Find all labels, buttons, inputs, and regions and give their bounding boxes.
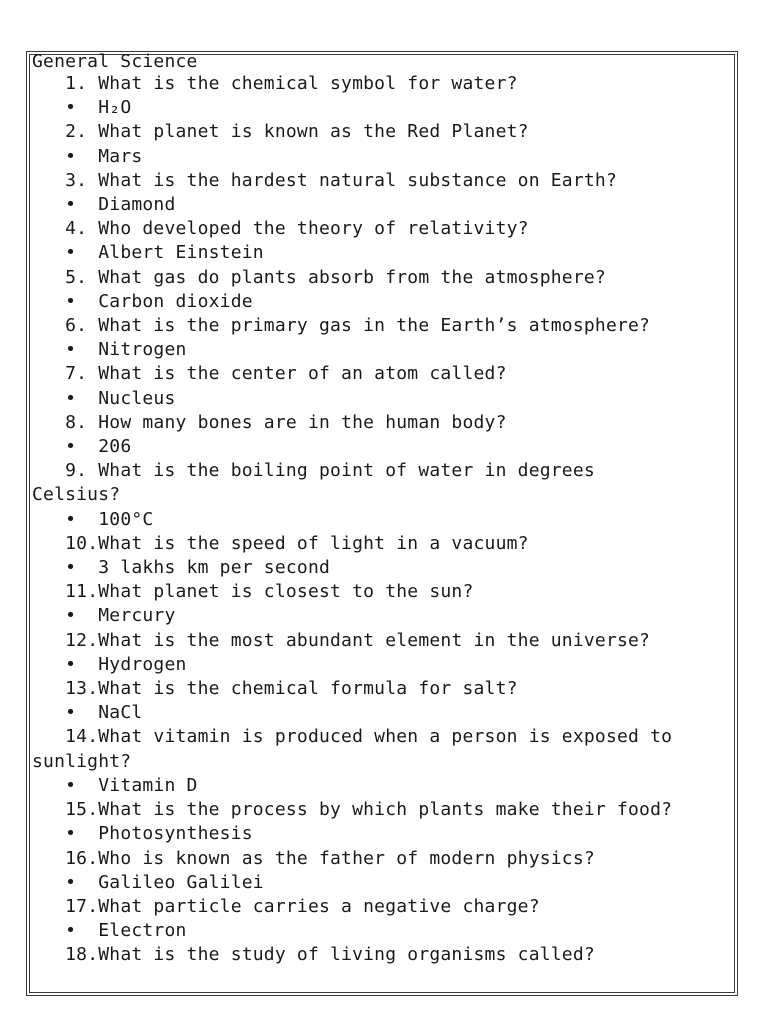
question-text: What is the process by which plants make their food?	[98, 799, 673, 821]
question-line	[32, 725, 734, 773]
bullet-icon: •	[65, 557, 77, 579]
answer-line	[32, 822, 734, 846]
question-line	[32, 266, 734, 290]
answer-text: Mars	[98, 145, 143, 167]
question-line	[32, 169, 734, 193]
answer-text: Nitrogen	[98, 339, 187, 361]
question-text: What is the chemical symbol for water?	[98, 73, 518, 94]
question-number: 3.	[65, 169, 88, 191]
question-number: 6.	[65, 315, 88, 337]
bullet-icon: •	[65, 339, 77, 361]
question-number: 2.	[65, 121, 88, 143]
question-number: 1.	[65, 73, 88, 94]
bullet-icon: •	[65, 508, 77, 530]
bullet-icon: •	[65, 436, 77, 458]
bullet-icon: •	[65, 194, 77, 216]
question-item	[32, 847, 734, 895]
question-line	[32, 72, 734, 96]
question-number: 16.	[65, 847, 99, 869]
answer-line	[32, 193, 734, 217]
answer-line	[32, 290, 734, 314]
question-number: 11.	[65, 581, 99, 603]
question-number: 18.	[65, 944, 99, 966]
question-text: What planet is known as the Red Planet?	[98, 121, 529, 143]
answer-text: 3 lakhs km per second	[98, 557, 331, 579]
question-line	[32, 943, 734, 967]
bullet-icon: •	[65, 290, 77, 312]
answer-line	[32, 435, 734, 459]
question-item	[32, 459, 734, 532]
question-item	[32, 532, 734, 580]
question-item	[32, 120, 734, 168]
answer-text: Photosynthesis	[98, 823, 253, 845]
question-number: 9.	[65, 460, 88, 482]
bullet-icon: •	[65, 97, 77, 119]
answer-text: Mercury	[98, 605, 176, 627]
answer-line	[32, 96, 734, 120]
answer-line	[32, 604, 734, 628]
question-line	[32, 798, 734, 822]
answer-line	[32, 241, 734, 265]
question-item	[32, 314, 734, 362]
question-text: What vitamin is produced when a person is exposed to sunlight?	[32, 726, 673, 772]
answer-text: Albert Einstein	[98, 242, 264, 264]
question-line	[32, 580, 734, 604]
answer-line	[32, 556, 734, 580]
question-number: 10.	[65, 532, 99, 554]
question-number: 14.	[65, 726, 99, 748]
bullet-icon: •	[65, 920, 77, 942]
answer-line	[32, 701, 734, 725]
question-line	[32, 629, 734, 653]
question-line	[32, 362, 734, 386]
bullet-icon: •	[65, 774, 77, 796]
question-number: 12.	[65, 629, 99, 651]
bullet-icon: •	[65, 823, 77, 845]
question-text: What is the hardest natural substance on Earth?	[98, 169, 617, 191]
question-item	[32, 725, 734, 798]
question-item	[32, 580, 734, 628]
question-line	[32, 459, 734, 507]
bullet-icon: •	[65, 145, 77, 167]
question-item	[32, 677, 734, 725]
answer-text: Electron	[98, 920, 187, 942]
question-text: What is the primary gas in the Earth’s atmosphere?	[98, 315, 651, 337]
question-item	[32, 72, 734, 120]
question-number: 15.	[65, 799, 99, 821]
question-text: What is the most abundant element in the universe?	[98, 629, 651, 651]
question-number: 5.	[65, 266, 88, 288]
answer-line	[32, 338, 734, 362]
question-line	[32, 120, 734, 144]
question-text: What is the speed of light in a vacuum?	[98, 532, 529, 554]
document-border	[26, 51, 738, 996]
question-text: What is the study of living organisms called?	[98, 944, 595, 966]
answer-line	[32, 919, 734, 943]
question-text: What gas do plants absorb from the atmosphere?	[98, 266, 606, 288]
answer-line	[32, 871, 734, 895]
question-item	[32, 169, 734, 217]
question-item	[32, 895, 734, 943]
answer-line	[32, 653, 734, 677]
question-line	[32, 847, 734, 871]
answer-text: Diamond	[98, 194, 176, 216]
answer-line	[32, 145, 734, 169]
question-line	[32, 532, 734, 556]
bullet-icon: •	[65, 242, 77, 264]
question-text: Who developed the theory of relativity?	[98, 218, 529, 240]
question-text: What is the chemical formula for salt?	[98, 678, 518, 700]
bullet-icon: •	[65, 605, 77, 627]
answer-text: Carbon dioxide	[98, 290, 253, 312]
question-number: 13.	[65, 678, 99, 700]
question-text: What planet is closest to the sun?	[98, 581, 474, 603]
bullet-icon: •	[65, 702, 77, 724]
question-item	[32, 943, 734, 967]
question-number: 7.	[65, 363, 88, 385]
answer-line	[32, 508, 734, 532]
answer-text: Hydrogen	[98, 653, 187, 675]
bullet-icon: •	[65, 387, 77, 409]
question-text: What particle carries a negative charge?	[98, 895, 540, 917]
bullet-icon: •	[65, 871, 77, 893]
question-item	[32, 411, 734, 459]
answer-text: 206	[98, 436, 132, 458]
answer-text: H₂O	[98, 97, 132, 119]
document-heading: General Science	[32, 51, 198, 72]
question-item	[32, 266, 734, 314]
question-line	[32, 217, 734, 241]
document-inner-border	[29, 51, 735, 993]
bullet-icon: •	[65, 653, 77, 675]
answer-text: Nucleus	[98, 387, 176, 409]
question-item	[32, 629, 734, 677]
question-text: What is the center of an atom called?	[98, 363, 507, 385]
question-number: 17.	[65, 895, 99, 917]
question-line	[32, 677, 734, 701]
answer-line	[32, 774, 734, 798]
question-list	[32, 72, 734, 968]
answer-text: Galileo Galilei	[98, 871, 264, 893]
document-body	[32, 51, 734, 968]
question-item	[32, 798, 734, 846]
question-text: What is the boiling point of water in degrees Celsius?	[32, 460, 595, 506]
question-line	[32, 314, 734, 338]
answer-text: NaCl	[98, 702, 143, 724]
answer-text: Vitamin D	[98, 774, 198, 796]
question-line	[32, 411, 734, 435]
question-text: Who is known as the father of modern physics?	[98, 847, 595, 869]
question-text: How many bones are in the human body?	[98, 411, 507, 433]
question-number: 8.	[65, 411, 88, 433]
question-number: 4.	[65, 218, 88, 240]
question-line	[32, 895, 734, 919]
question-item	[32, 362, 734, 410]
answer-text: 100°C	[98, 508, 154, 530]
answer-line	[32, 387, 734, 411]
question-item	[32, 217, 734, 265]
